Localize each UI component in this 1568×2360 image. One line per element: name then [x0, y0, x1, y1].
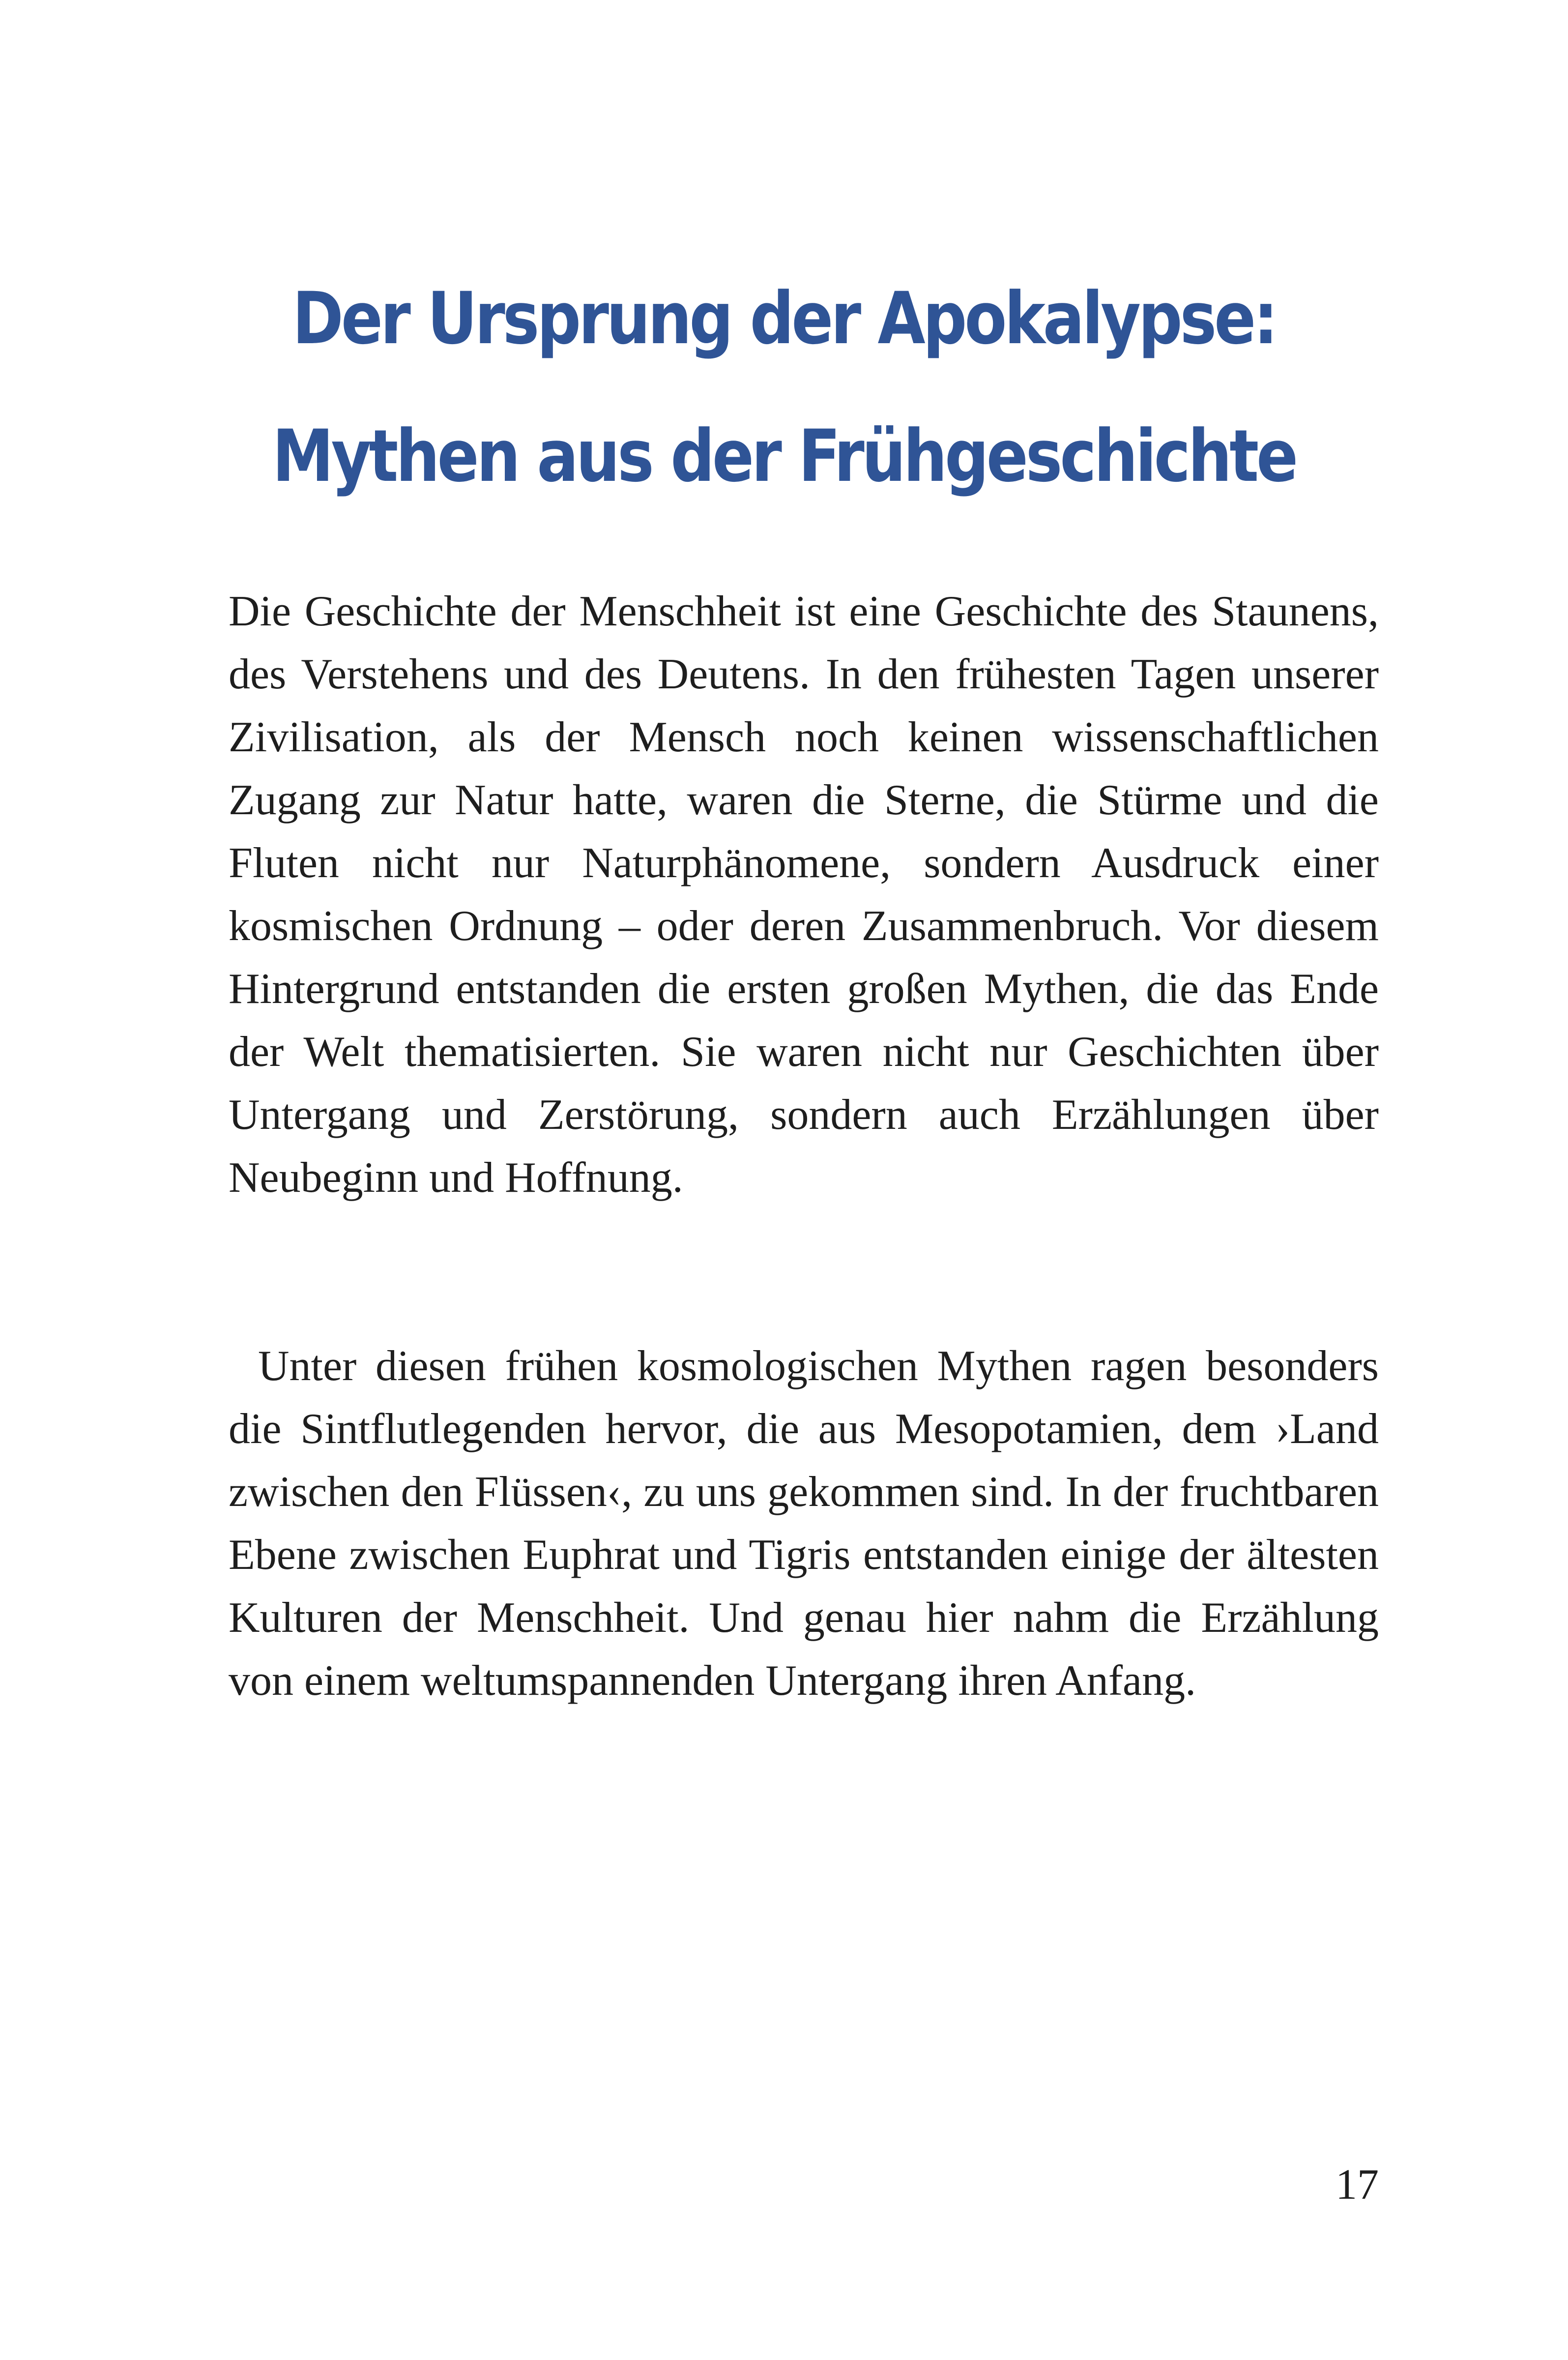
chapter-title-line-1: Der Ursprung der Apokalypse: — [292, 276, 1276, 360]
chapter-title — [110, 250, 1458, 525]
body-paragraph-2: Unter diesen frühen kosmologischen Mythen ragen besonders die Sintflutlegenden hervor, die aus Mesopotamien, dem ›Land zwischen den Flüssen‹, zu uns gekommen sind. In der fruchtbaren Ebene zwischen Euphrat und Tigris entstanden einige der ältesten Kulturen der Menschheit. Und genau hier nahm die Erzählung von einem weltumspannenden Untergang ihren Anfang. — [229, 1342, 1379, 1705]
chapter-title-line-2: Mythen aus der Frühgeschichte — [272, 414, 1296, 498]
body-paragraph-1: Die Geschichte der Menschheit ist eine Geschichte des Staunens, des Verstehens und des Deutens. In den frühesten Tagen unserer Zivilisation, als der Mensch noch keinen wissenschaftlichen Zugang zur Natur hatte, waren die Sterne, die Stürme und die Fluten nicht nur Naturphänomene, sondern Ausdruck einer kosmischen Ordnung – oder deren Zusammenbruch. Vor diesem Hintergrund entstanden die ersten großen Mythen, die das Ende der Welt thematisierten. Sie waren nicht nur Geschichten über Untergang und Zerstörung, sondern auch Erzählungen über Neubeginn und Hoffnung. — [229, 588, 1379, 1202]
page-number: 17 — [1336, 2161, 1379, 2209]
